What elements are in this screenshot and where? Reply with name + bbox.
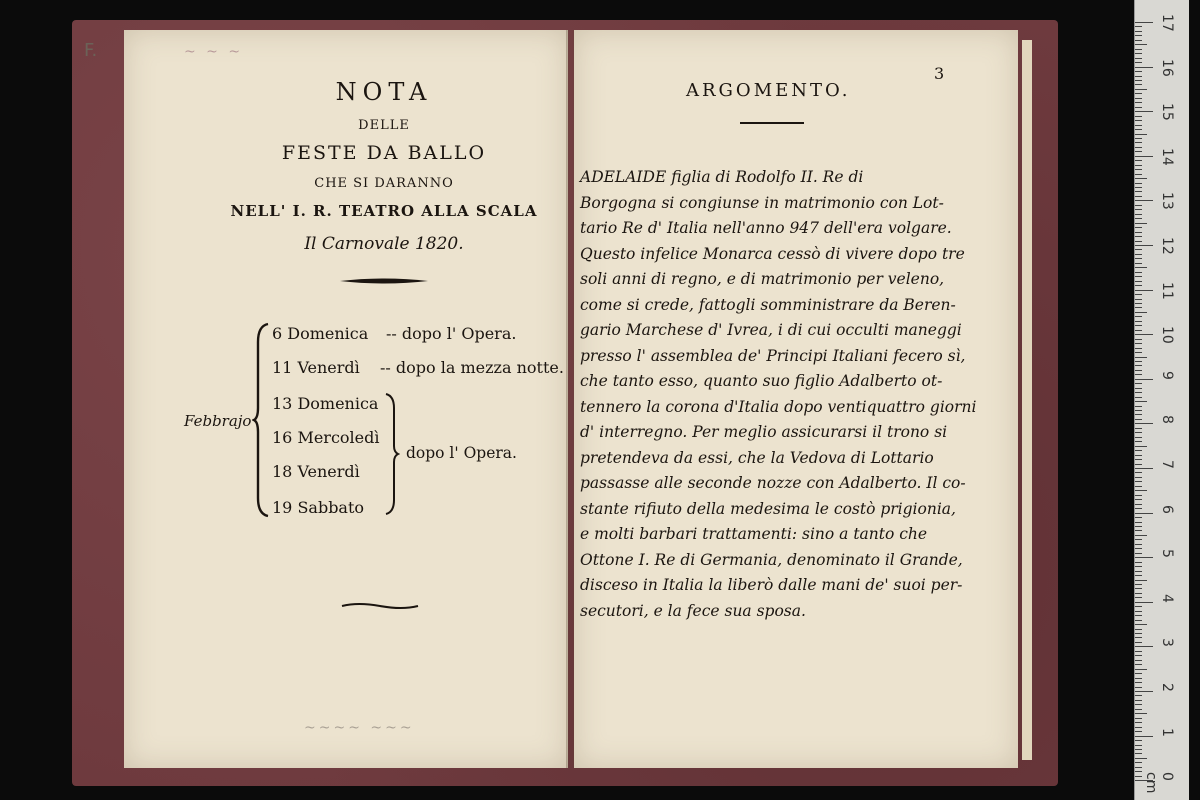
ruler-tick xyxy=(1135,660,1142,661)
ruler-tick xyxy=(1135,218,1142,219)
faint-signature: ~~~~ ~~~ xyxy=(304,720,415,736)
ruler-tick xyxy=(1135,727,1142,728)
ruler-tick xyxy=(1135,629,1142,630)
argomento-line: Ottone I. Re di Germania, denominato il Grande, xyxy=(580,550,963,569)
ruler-number: 0 cm xyxy=(1143,772,1175,794)
right-brace xyxy=(384,392,400,516)
ruler-tick xyxy=(1135,191,1142,192)
argomento-line: d' interregno. Per meglio assicurarsi il trono si xyxy=(580,423,948,441)
ruler-tick xyxy=(1135,35,1142,36)
ruler-tick xyxy=(1135,245,1153,246)
ruler-tick xyxy=(1135,120,1142,121)
ruler-tick xyxy=(1135,406,1142,407)
ruler-tick xyxy=(1135,606,1142,607)
argomento-line: gario Marchese d' Ivrea, i di cui occulti maneggi xyxy=(580,321,962,339)
ruler-number: 17 xyxy=(1159,14,1175,32)
title: NOTA xyxy=(335,78,433,106)
ruler-tick xyxy=(1135,637,1142,638)
ruler-tick xyxy=(1135,285,1142,286)
argomento-line: passasse alle seconde nozze con Adalberto. Il co- xyxy=(580,474,966,492)
ruler-tick xyxy=(1135,749,1142,750)
ruler-tick xyxy=(1135,357,1147,358)
group-note: dopo l' Opera. xyxy=(406,444,517,462)
ruler-tick xyxy=(1135,713,1147,714)
ruler-tick xyxy=(1135,584,1142,585)
ruler-tick xyxy=(1135,223,1147,224)
ruler-tick xyxy=(1135,294,1142,295)
ruler-tick xyxy=(1135,776,1142,777)
ruler-tick xyxy=(1135,343,1142,344)
ruler-number: 14 xyxy=(1159,147,1175,166)
ruler-tick xyxy=(1135,365,1142,366)
ruler-tick xyxy=(1135,695,1142,696)
measurement-ruler xyxy=(1134,0,1189,800)
ruler-number: 3 xyxy=(1159,638,1175,648)
ruler-tick xyxy=(1135,678,1142,679)
ruler-tick xyxy=(1135,98,1142,99)
ruler-number: 10 xyxy=(1159,326,1175,345)
ruler-tick xyxy=(1135,138,1142,139)
ruler-tick xyxy=(1135,44,1147,45)
ruler-tick xyxy=(1135,254,1142,255)
ruler-tick xyxy=(1135,290,1153,291)
ruler-tick xyxy=(1135,241,1142,242)
schedule-day: 11 Venerdì xyxy=(272,358,360,377)
ruler-tick xyxy=(1135,388,1142,389)
ruler-number: 4 xyxy=(1159,593,1175,603)
ruler-tick xyxy=(1135,392,1142,393)
ruler-tick xyxy=(1135,593,1142,594)
ruler-number: 6 xyxy=(1159,504,1175,514)
ruler-tick xyxy=(1135,624,1147,625)
ruler-tick xyxy=(1135,174,1142,175)
ruler-tick xyxy=(1135,687,1142,688)
ruler-tick xyxy=(1135,767,1142,768)
ruler-tick xyxy=(1135,151,1142,152)
ruler-tick xyxy=(1135,620,1142,621)
ruler-number: 16 xyxy=(1159,58,1175,77)
ruler-tick xyxy=(1135,111,1153,112)
schedule-day: 6 Domenica xyxy=(272,324,369,343)
argomento-line: stante rifiuto della medesima le costò prigionia, xyxy=(580,499,956,518)
ruler-tick xyxy=(1135,249,1142,250)
subtitle-teatro: NELL' I. R. TEATRO ALLA SCALA xyxy=(230,202,538,220)
ruler-tick xyxy=(1135,762,1142,763)
argomento-line: che tanto esso, quanto suo figlio Adalberto ot- xyxy=(580,372,943,390)
ruler-tick xyxy=(1135,472,1142,473)
ruler-tick xyxy=(1135,499,1142,500)
ruler-tick xyxy=(1135,544,1142,545)
month-label: Febbrajo xyxy=(184,412,252,430)
argomento-text xyxy=(580,168,1010,648)
ruler-tick xyxy=(1135,700,1142,701)
argomento-line: soli anni di regno, e di matrimonio per veleno, xyxy=(580,270,945,288)
ruler-tick xyxy=(1135,597,1142,598)
ruler-tick xyxy=(1135,196,1142,197)
ruler-tick xyxy=(1135,504,1142,505)
ruler-tick xyxy=(1135,464,1142,465)
ruler-tick xyxy=(1135,156,1153,157)
ruler-tick xyxy=(1135,771,1142,772)
ruler-tick xyxy=(1135,142,1142,143)
ruler-tick xyxy=(1135,517,1142,518)
ruler-tick xyxy=(1135,89,1147,90)
ruler-tick xyxy=(1135,276,1142,277)
ruler-tick xyxy=(1135,691,1153,692)
schedule-day: 13 Domenica xyxy=(272,394,379,413)
ruler-tick xyxy=(1135,588,1142,589)
ruler-tick xyxy=(1135,740,1142,741)
ruler-tick xyxy=(1135,718,1142,719)
ruler-tick xyxy=(1135,84,1142,85)
ruler-tick xyxy=(1135,450,1142,451)
ruler-tick xyxy=(1135,80,1142,81)
ruler-tick xyxy=(1135,129,1142,130)
ruler-tick xyxy=(1135,664,1142,665)
ruler-tick xyxy=(1135,62,1142,63)
ruler-number: 15 xyxy=(1159,103,1175,122)
ruler-tick xyxy=(1135,330,1142,331)
ruler-tick xyxy=(1135,575,1142,576)
ruler-tick xyxy=(1135,423,1153,424)
ruler-tick xyxy=(1135,58,1142,59)
ruler-tick xyxy=(1135,468,1153,469)
ornament-small xyxy=(338,600,422,612)
ruler-tick xyxy=(1135,379,1153,380)
ruler-tick xyxy=(1135,236,1142,237)
ruler-tick xyxy=(1135,722,1142,723)
ruler-tick xyxy=(1135,602,1153,603)
ruler-tick xyxy=(1135,486,1142,487)
ruler-tick xyxy=(1135,71,1142,72)
ruler-tick xyxy=(1135,169,1142,170)
ruler-number: 2 xyxy=(1159,683,1175,692)
page-edge xyxy=(1022,40,1032,760)
ruler-tick xyxy=(1135,383,1142,384)
ruler-tick xyxy=(1135,758,1147,759)
subtitle-delle: DELLE xyxy=(358,118,410,133)
ruler-tick xyxy=(1135,441,1142,442)
ruler-tick xyxy=(1135,102,1142,103)
ruler-tick xyxy=(1135,125,1142,126)
ruler-tick xyxy=(1135,187,1142,188)
schedule-note: -- dopo l' Opera. xyxy=(386,324,517,343)
argomento-line: Borgogna si congiunse in matrimonio con Lot- xyxy=(580,193,944,212)
schedule-note: -- dopo la mezza notte. xyxy=(380,358,564,377)
ruler-tick xyxy=(1135,93,1142,94)
ruler-tick xyxy=(1135,490,1147,491)
ruler-number: 12 xyxy=(1159,237,1175,255)
ruler-tick xyxy=(1135,455,1142,456)
ruler-tick xyxy=(1135,522,1142,523)
ruler-tick xyxy=(1135,258,1142,259)
argomento-heading: ARGOMENTO. xyxy=(686,80,851,101)
argomento-line: secutori, e la fece sua sposa. xyxy=(580,601,806,620)
ruler-number: 8 xyxy=(1159,415,1175,425)
ruler-tick xyxy=(1135,31,1142,32)
subtitle-carnovale: Il Carnovale 1820. xyxy=(304,234,464,254)
ruler-tick xyxy=(1135,539,1142,540)
schedule-day: 18 Venerdì xyxy=(272,462,360,481)
ruler-tick xyxy=(1135,263,1142,264)
ruler-number: 9 xyxy=(1159,370,1175,380)
ruler-tick xyxy=(1135,611,1142,612)
ruler-tick xyxy=(1135,281,1142,282)
ruler-tick xyxy=(1135,397,1142,398)
ruler-tick xyxy=(1135,682,1142,683)
ruler-tick xyxy=(1135,303,1142,304)
ruler-tick xyxy=(1135,200,1153,201)
ruler-tick xyxy=(1135,557,1153,558)
faint-stamp: ~ ~ ~ xyxy=(184,44,244,60)
ruler-tick xyxy=(1135,419,1142,420)
ruler-tick xyxy=(1135,49,1142,50)
ornament-divider xyxy=(338,276,430,286)
ruler-tick xyxy=(1135,432,1142,433)
argomento-line: tario Re d' Italia nell'anno 947 dell'era volgare. xyxy=(580,219,952,237)
argomento-line: presso l' assemblea de' Principi Italiani fecero sì, xyxy=(580,346,966,365)
ruler-tick xyxy=(1135,655,1142,656)
ruler-tick xyxy=(1135,183,1142,184)
ruler-tick xyxy=(1135,562,1142,563)
ruler-tick xyxy=(1135,477,1142,478)
ruler-tick xyxy=(1135,299,1142,300)
ruler-tick xyxy=(1135,352,1142,353)
ruler-tick xyxy=(1135,410,1142,411)
argomento-line: pretendeva da essi, che la Vedova di Lottario xyxy=(580,448,934,467)
ruler-tick xyxy=(1135,370,1142,371)
ruler-number: 1 xyxy=(1159,727,1175,737)
argomento-line: e molti barbari trattamenti: sino a tanto che xyxy=(580,525,928,543)
ruler-tick xyxy=(1135,26,1142,27)
ruler-tick xyxy=(1135,571,1142,572)
ruler-number: 5 xyxy=(1159,549,1175,559)
ruler-tick xyxy=(1135,508,1142,509)
ruler-tick xyxy=(1135,53,1142,54)
ruler-tick xyxy=(1135,178,1147,179)
ruler-tick xyxy=(1135,745,1142,746)
ruler-tick xyxy=(1135,535,1147,536)
ruler-tick xyxy=(1135,374,1142,375)
ruler-tick xyxy=(1135,232,1142,233)
schedule-day: 19 Sabbato xyxy=(272,498,365,517)
ruler-tick xyxy=(1135,401,1147,402)
ruler-number: 7 xyxy=(1159,460,1175,469)
ruler-tick xyxy=(1135,272,1142,273)
ruler-tick xyxy=(1135,459,1142,460)
ruler-tick xyxy=(1135,566,1142,567)
ruler-tick xyxy=(1135,513,1153,514)
ruler-tick xyxy=(1135,548,1142,549)
ruler-tick xyxy=(1135,160,1142,161)
subtitle-feste: FESTE DA BALLO xyxy=(281,142,487,164)
page-number: 3 xyxy=(934,64,945,83)
right-page xyxy=(574,30,1018,768)
ruler-tick xyxy=(1135,731,1142,732)
ruler-tick xyxy=(1135,67,1153,68)
ruler-number: 11 xyxy=(1159,281,1175,300)
ruler-tick xyxy=(1135,147,1142,148)
ruler-tick xyxy=(1135,107,1142,108)
ruler-tick xyxy=(1135,669,1147,670)
ruler-tick xyxy=(1135,214,1142,215)
heading-rule xyxy=(740,122,804,124)
argomento-line: come si crede, fattogli somministrare da Beren- xyxy=(580,295,956,314)
ruler-tick xyxy=(1135,348,1142,349)
ruler-tick xyxy=(1135,40,1142,41)
ruler-tick xyxy=(1135,312,1147,313)
ruler-tick xyxy=(1135,495,1142,496)
ruler-tick xyxy=(1135,267,1147,268)
ruler-tick xyxy=(1135,437,1142,438)
ruler-tick xyxy=(1135,646,1153,647)
ruler-tick xyxy=(1135,633,1142,634)
ruler-tick xyxy=(1135,316,1142,317)
ruler-tick xyxy=(1135,615,1142,616)
ruler-tick xyxy=(1135,428,1142,429)
ruler-tick xyxy=(1135,530,1142,531)
ruler-tick xyxy=(1135,227,1142,228)
corner-mark: F. xyxy=(84,40,98,61)
ruler-tick xyxy=(1135,334,1153,335)
argomento-line: tennero la corona d'Italia dopo ventiquattro giorni xyxy=(580,397,977,416)
ruler-tick xyxy=(1135,553,1142,554)
left-brace xyxy=(252,322,272,518)
argomento-line: disceso in Italia la liberò dalle mani de' suoi per- xyxy=(580,576,963,594)
subtitle-che: CHE SI DARANNO xyxy=(314,176,454,191)
ruler-tick xyxy=(1135,116,1142,117)
ruler-tick xyxy=(1135,76,1142,77)
ruler-tick xyxy=(1135,642,1142,643)
ruler-tick xyxy=(1135,673,1142,674)
ruler-tick xyxy=(1135,446,1147,447)
ruler-tick xyxy=(1135,709,1142,710)
ruler-tick xyxy=(1135,165,1142,166)
ruler-tick xyxy=(1135,134,1147,135)
left-page xyxy=(84,30,568,768)
ruler-tick xyxy=(1135,209,1142,210)
ruler-tick xyxy=(1135,526,1142,527)
ruler-tick xyxy=(1135,736,1153,737)
ruler-tick xyxy=(1135,22,1153,23)
ruler-tick xyxy=(1135,361,1142,362)
ruler-tick xyxy=(1135,321,1142,322)
argomento-line: ADELAIDE figlia di Rodolfo II. Re di xyxy=(580,168,864,186)
ruler-tick xyxy=(1135,205,1142,206)
ruler-tick xyxy=(1135,481,1142,482)
ruler-tick xyxy=(1135,325,1142,326)
ruler-tick xyxy=(1135,651,1142,652)
argomento-line: Questo infelice Monarca cessò di vivere dopo tre xyxy=(580,244,965,263)
ruler-tick xyxy=(1135,580,1147,581)
ruler-tick xyxy=(1135,704,1142,705)
ruler-tick xyxy=(1135,414,1142,415)
ruler-number: 13 xyxy=(1159,192,1175,211)
ruler-tick xyxy=(1135,753,1142,754)
ruler-tick xyxy=(1135,307,1142,308)
ruler-tick xyxy=(1135,339,1142,340)
schedule-day: 16 Mercoledì xyxy=(272,428,380,447)
